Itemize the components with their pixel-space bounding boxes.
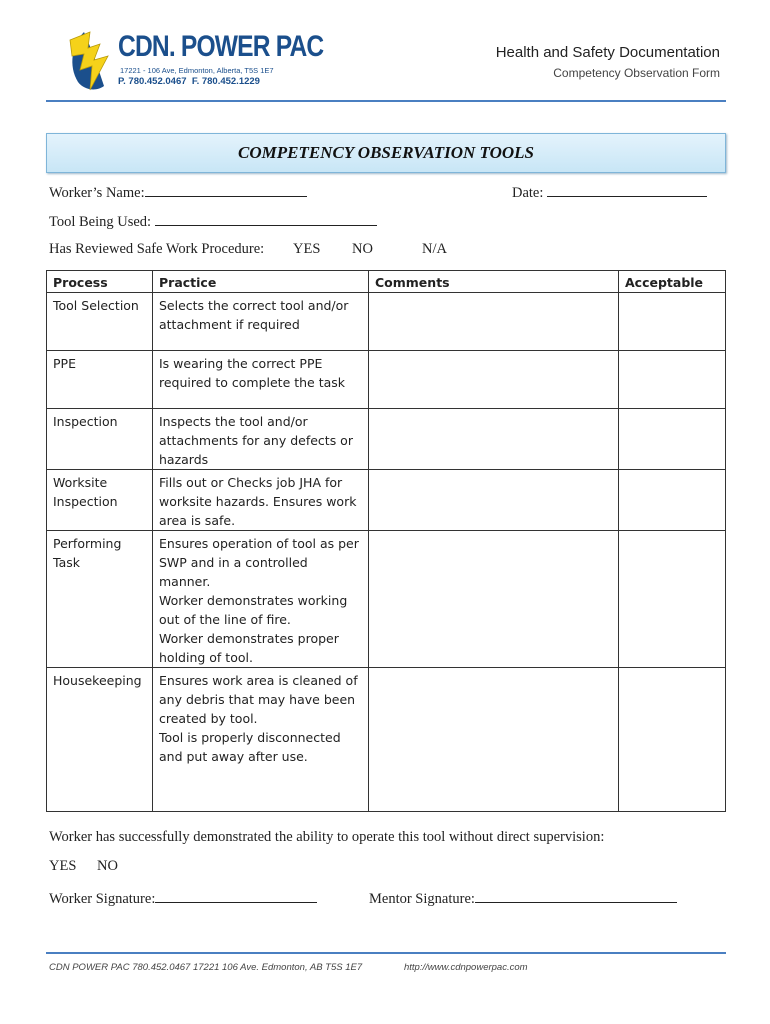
worker-signature-field	[49, 888, 317, 908]
footer-divider	[46, 952, 726, 954]
supervision-statement: Worker has successfully demonstrated the ability to operate this tool without direct supervision:	[49, 829, 605, 845]
date-input-line[interactable]	[547, 182, 707, 197]
logo-wordmark: CDN. POWER PAC	[118, 30, 324, 63]
acceptable-cell[interactable]	[619, 470, 726, 531]
practice-cell: Inspects the tool and/or attachments for any defects or hazards	[153, 409, 369, 470]
workers-name-input-line[interactable]	[145, 182, 307, 197]
mentor-signature-line[interactable]	[475, 888, 677, 903]
document-subtitle: Competency Observation Form	[553, 66, 720, 80]
header-practice: Practice	[153, 271, 369, 293]
process-cell: Worksite Inspection	[47, 470, 153, 531]
worker-signature-line[interactable]	[155, 888, 317, 903]
comments-cell[interactable]	[369, 293, 619, 351]
form-title: COMPETENCY OBSERVATION TOOLS	[238, 143, 534, 162]
practice-cell: Fills out or Checks job JHA for worksite hazards. Ensures work area is safe.	[153, 470, 369, 531]
reviewed-yes-option[interactable]: YES	[293, 241, 321, 257]
workers-name-label: Worker’s Name:	[49, 185, 145, 201]
date-field	[512, 182, 707, 202]
practice-cell: Ensures work area is cleaned of any debris that may have been created by tool. Tool is properly disconnected and put away after use.	[153, 668, 369, 812]
table-row	[47, 531, 726, 668]
workers-name-field	[49, 182, 307, 202]
table-row	[47, 351, 726, 409]
lightning-bolt-icon	[64, 26, 124, 96]
table-row	[47, 668, 726, 812]
mentor-signature-field	[369, 888, 677, 908]
reviewed-swp-label: Has Reviewed Safe Work Procedure:	[49, 241, 265, 257]
practice-cell: Selects the correct tool and/or attachment if required	[153, 293, 369, 351]
acceptable-cell[interactable]	[619, 293, 726, 351]
process-cell: Tool Selection	[47, 293, 153, 351]
header-acceptable: Acceptable	[619, 271, 726, 293]
reviewed-na-option[interactable]: N/A	[422, 241, 447, 257]
comments-cell[interactable]	[369, 409, 619, 470]
document-title: Health and Safety Documentation	[495, 44, 720, 61]
reviewed-no-option[interactable]: NO	[352, 241, 373, 257]
supervision-no-option[interactable]: NO	[97, 858, 118, 874]
fax-number: 780.452.1229	[201, 76, 260, 87]
date-label: Date:	[512, 185, 544, 201]
tool-label: Tool Being Used:	[49, 214, 152, 230]
footer-website-link[interactable]: http://www.cdnpowerpac.com	[404, 962, 528, 973]
table-row	[47, 470, 726, 531]
acceptable-cell[interactable]	[619, 668, 726, 812]
practice-cell: Ensures operation of tool as per SWP and in a controlled manner. Worker demonstrates working out of the line of fire. Worker demonstrates proper holding of tool.	[153, 531, 369, 668]
supervision-yes-option[interactable]: YES	[49, 858, 77, 874]
process-cell: Inspection	[47, 409, 153, 470]
logo-phone-line	[118, 76, 260, 87]
process-cell: Performing Task	[47, 531, 153, 668]
acceptable-cell[interactable]	[619, 531, 726, 668]
header-comments: Comments	[369, 271, 619, 293]
tool-field	[49, 211, 377, 231]
form-title-banner	[46, 133, 726, 173]
mentor-signature-label: Mentor Signature:	[369, 891, 475, 907]
worker-signature-label: Worker Signature:	[49, 891, 156, 907]
comments-cell[interactable]	[369, 470, 619, 531]
header-divider	[46, 100, 726, 102]
comments-cell[interactable]	[369, 668, 619, 812]
table-header-row	[47, 271, 726, 293]
table-row	[47, 293, 726, 351]
acceptable-cell[interactable]	[619, 351, 726, 409]
tool-input-line[interactable]	[155, 211, 377, 226]
process-cell: PPE	[47, 351, 153, 409]
competency-table	[46, 270, 726, 812]
practice-cell: Is wearing the correct PPE required to complete the task	[153, 351, 369, 409]
comments-cell[interactable]	[369, 351, 619, 409]
company-logo	[64, 26, 124, 96]
fax-label: F.	[191, 76, 200, 87]
acceptable-cell[interactable]	[619, 409, 726, 470]
table-row	[47, 409, 726, 470]
phone-label: P.	[118, 76, 126, 87]
footer-company-line: CDN POWER PAC 780.452.0467 17221 106 Ave. Edmonton, AB T5S 1E7	[49, 962, 363, 973]
phone-number: 780.452.0467	[128, 76, 187, 87]
logo-address: 17221 - 106 Ave, Edmonton, Alberta, T5S 1E7	[120, 66, 274, 75]
comments-cell[interactable]	[369, 531, 619, 668]
process-cell: Housekeeping	[47, 668, 153, 812]
header-process: Process	[47, 271, 153, 293]
